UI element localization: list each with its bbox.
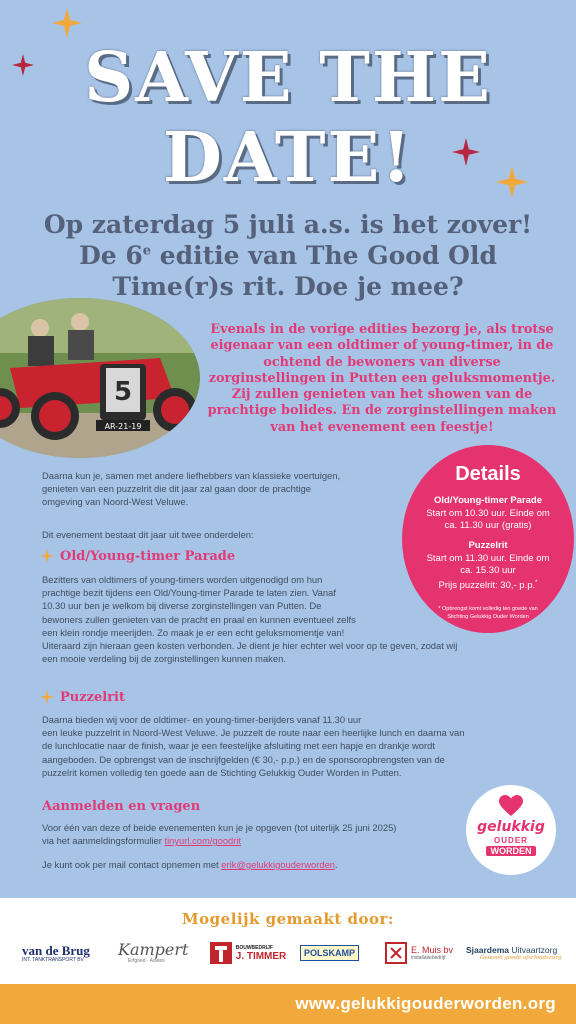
sponsor-logo-sjaardema <box>466 938 566 968</box>
intro-line: van het evenement een feestje! <box>270 419 494 435</box>
sponsor-logo-emuis <box>378 938 460 968</box>
body-paragraph-2: Dit evenement bestaat dit jaar uit twee onderdelen: <box>42 529 254 540</box>
body-line: een leuke puzzelrit in Noord-West Veluwe. Je puzzelt de route naar een heerlijke lunch en daarna van <box>42 727 465 739</box>
body-line: aangeboden. De opbrengst van de inschrijfgelden (€ 30,- p.p.) en de sponsoropbrengsten van de <box>42 753 445 765</box>
heart-icon <box>499 795 523 817</box>
oldtimer-car-photo <box>0 298 200 458</box>
contact-line: Je kunt ook per mail contact opnemen met erik@gelukkigouderworden. <box>42 859 338 870</box>
intro-paragraph <box>204 322 560 436</box>
details-parade-heading: Old/Young-timer Parade <box>433 495 543 506</box>
details-parade-line1: Start om 10.30 uur. Einde om <box>426 508 550 519</box>
logo-word-gelukkig: gelukkig <box>477 819 545 835</box>
details-parade-line2: ca. 11.30 uur (gratis) <box>444 520 532 531</box>
details-note-line2: Stichting Gelukkig Ouder Worden <box>447 614 529 620</box>
sponsor-name: POLSKAMP <box>300 945 359 961</box>
headline-line1: SAVE THE <box>84 38 492 118</box>
body-line: Daarna kun je, samen met andere liefhebbers van klassieke voertuigen, <box>42 470 341 481</box>
body-line: puzzelrit komen volledig ten goede aan de Stichting Gelukkig Ouder Worden in Putten. <box>42 766 402 778</box>
intro-line: prachtige bolides. En de zorginstellingen maken <box>207 403 557 419</box>
subtitle-line1: Op zaterdag 5 juli a.s. is het zover! <box>43 210 533 239</box>
parade-paragraph <box>42 573 512 665</box>
logo-word-ouder: OUDER <box>494 836 528 845</box>
body-line: een klein rondje meerijden. Zo maak je er een echt geluksmomentje van! <box>42 626 345 638</box>
details-note-line1: * Opbrengst komt volledig ten goede van <box>438 606 538 612</box>
sponsor-name: Sjaardema <box>466 945 509 955</box>
body-line: via het aanmeldingsformulier tinyurl.com/goodrit <box>42 835 242 847</box>
body-line: 10.30 uur ben je welkom bij diverse zorginstellingen van Putten. De <box>42 600 322 612</box>
emuis-emblem-icon <box>385 942 407 964</box>
body-line: Uiteraard zijn hieraan geen kosten verbonden. Je dient je hier echter wel voor op te geven, zodat wij <box>42 640 458 652</box>
puzzel-heading: Puzzelrit <box>60 690 125 705</box>
logo-word-worden: WORDEN <box>486 846 536 856</box>
body-line: Voor één van deze of beide evenementen kun je je opgeven (tot uiterlijk 25 juni 2025) <box>42 822 397 833</box>
body-line: Bezitters van oldtimers of young-timers worden uitgenodigd om hun <box>42 574 323 585</box>
sponsor-name: Kampert <box>118 940 189 959</box>
details-puzzel-line2: ca. 15.30 uur <box>460 565 516 576</box>
details-title: Details <box>455 463 521 485</box>
details-puzzel-line1: Start om 11.30 uur. Einde om <box>426 553 550 564</box>
body-line: genieten van een puzzelrit die dit jaar zal gaan door de prachtige <box>42 483 311 495</box>
sponsor-sub: Erfgoed · Advies <box>128 958 165 964</box>
subtitle-line3: Time(r)s rit. Doe je mee? <box>112 272 464 301</box>
body-line: de lunchlocatie naar de finish, waar je een feestelijke afsluiting met een hapje en drankje wordt <box>42 740 435 752</box>
details-puzzel-heading: Puzzelrit <box>468 540 508 551</box>
sponsor-sub: installatiebedrijf <box>410 955 446 961</box>
star-decoration-icon <box>52 8 82 38</box>
parade-heading: Old/Young-timer Parade <box>60 549 236 564</box>
subtitle-line2: De 6e editie van The Good Old <box>79 241 497 270</box>
timmer-emblem-icon <box>210 942 232 964</box>
footer-bar <box>0 984 576 1024</box>
intro-line: Evenals in de vorige edities bezorg je, als trotse <box>210 322 554 337</box>
headline-line2: DATE! <box>162 118 414 198</box>
intro-line: ochtend de bewoners van diverse <box>263 354 501 370</box>
star-bullet-icon <box>40 549 54 563</box>
puzzel-paragraph <box>42 713 512 779</box>
car-number: 5 <box>113 377 133 407</box>
website-link[interactable]: www.gelukkigouderworden.org <box>295 994 556 1013</box>
signup-heading: Aanmelden en vragen <box>42 799 201 814</box>
sponsor-sub: Gewoon goede afscheidszorg <box>480 955 562 961</box>
star-bullet-icon <box>40 690 54 704</box>
sponsor-name: van de Brug <box>22 942 90 958</box>
sponsor-name: J. TIMMER <box>235 950 287 962</box>
sponsor-logo-vandebrug <box>22 938 104 968</box>
sponsor-sub: BOUWBEDRIJF <box>235 944 273 951</box>
body-line: Daarna bieden wij voor de oldtimer- en young-timer-berijders vanaf 11.30 uur <box>42 714 362 725</box>
license-plate: AR-21-19 <box>104 422 142 431</box>
body-line: prachtige bezit tijdens een Old/Young-timer Parade te laten zien. Vanaf <box>42 587 336 599</box>
intro-line: Zij zullen genieten van het showen van de <box>231 387 533 403</box>
sponsor-name-rest: Uitvaartzorg <box>509 945 558 955</box>
sponsor-logo-timmer <box>208 938 288 968</box>
signup-form-link[interactable]: tinyurl.com/goodrit <box>164 835 242 847</box>
sponsor-band <box>0 898 576 984</box>
sponsor-title: Mogelijk gemaakt door: <box>182 910 394 928</box>
sponsor-sub: INT. TANKTRANSPORT BV <box>22 956 84 963</box>
intro-line: eigenaar van een oldtimer of young-timer, in de <box>210 338 554 354</box>
body-paragraph-1 <box>42 469 422 509</box>
body-line: omgeving van Noord-West Veluwe. <box>42 496 189 508</box>
intro-line: zorginstellingen in Putten een geluksmomentje. <box>208 370 556 386</box>
sponsor-logo-kampert <box>118 938 196 968</box>
details-puzzel-line3: Prijs puzzelrit: 30,- p.p.* <box>438 580 538 592</box>
sponsor-name: E. Muis bv <box>410 945 453 955</box>
contact-email-link[interactable]: erik@gelukkigouderworden <box>221 859 336 870</box>
body-line: bewoners zullen genieten van de pracht en praal en kunnen eventueel zelfs <box>42 613 356 625</box>
signup-paragraph <box>42 821 512 847</box>
sponsor-logo-polskamp <box>300 938 362 968</box>
body-line: een mooie verdeling bij de zorginstellingen kunnen maken. <box>42 653 286 665</box>
gelukkig-ouder-worden-logo <box>466 785 556 875</box>
